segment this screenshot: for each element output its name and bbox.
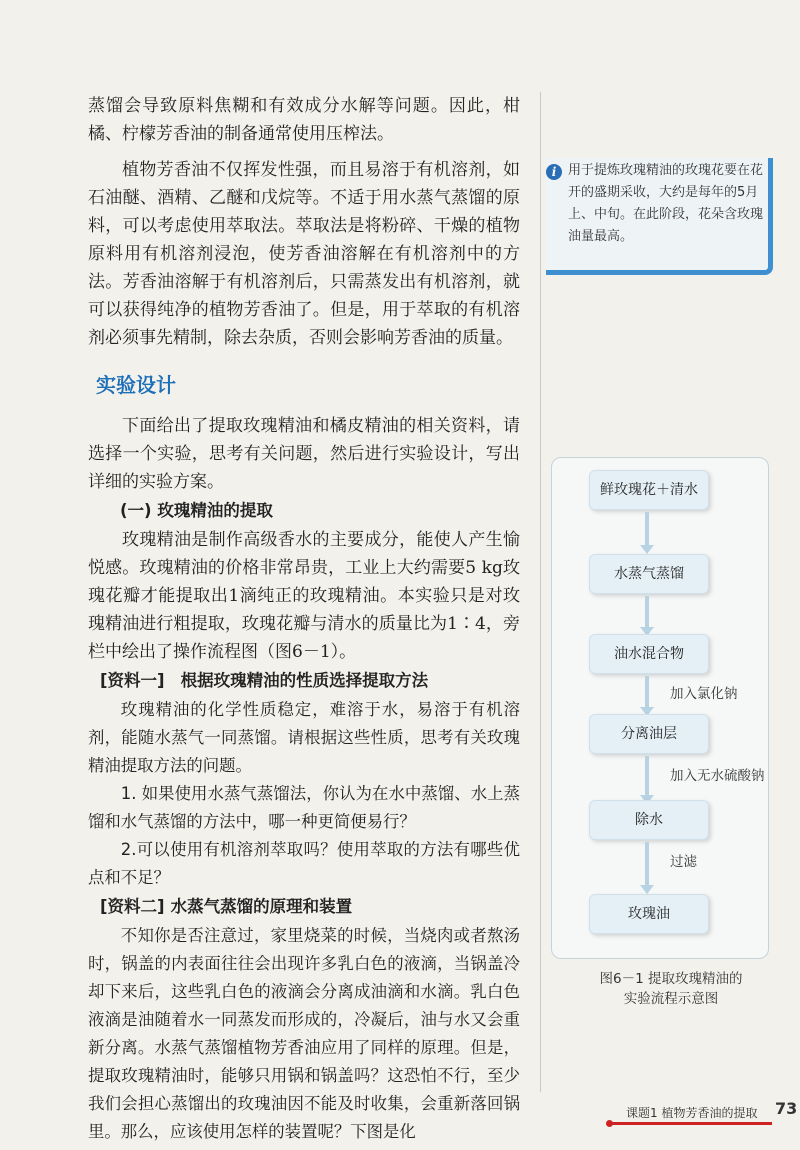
figure-caption-line-1: 图6－1 提取玫瑰精油的 — [599, 971, 743, 987]
column-divider — [540, 92, 541, 1092]
reference-2-tag: [资料二] — [100, 897, 165, 916]
reference-2-heading — [100, 892, 520, 922]
experiment-design-paragraph: 下面给出了提取玫瑰精油和橘皮精油的相关资料，请选择一个实验，思考有关问题，然后进行实验设计，写出详细的实验方案。 — [88, 416, 520, 492]
rose-oil-paragraph: 玫瑰精油是制作高级香水的主要成分，能使人产生愉悦感。玫瑰精油的价格非常昂贵，工业上大约需要5 kg玫瑰花瓣才能提取出1滴纯正的玫瑰精油。本实验只是对玫瑰精油进行粗提取，玫瑰花瓣与清水的质量比为1∶4，旁栏中绘出了操作流程图（图6－1）。 — [88, 530, 520, 662]
flow-step: 除水 — [589, 800, 709, 840]
flow-arrow-icon — [640, 842, 654, 894]
section-title: 实验设计 — [96, 373, 176, 397]
flow-label: 加入氯化钠 — [670, 686, 738, 702]
flow-step: 鲜玫瑰花＋清水 — [589, 470, 709, 510]
flow-step: 分离油层 — [589, 714, 709, 754]
reference-1-paragraph: 玫瑰精油的化学性质稳定，难溶于水，易溶于有机溶剂，能随水蒸气一同蒸馏。请根据这些性质，思考有关玫瑰精油提取方法的问题。 — [88, 700, 520, 775]
page-number: 73 — [775, 1099, 798, 1118]
figure-caption — [571, 969, 771, 1009]
organic-solvent-paragraph: 植物芳香油不仅挥发性强，而且易溶于有机溶剂，如石油醚、酒精、乙醚和戊烷等。不适于用水蒸气蒸馏的原料，可以考虑使用萃取法。萃取法是将粉碎、干燥的植物原料用有机溶剂浸泡，使芳香油溶解在有机溶剂中的方法。芳香油溶解于有机溶剂后，只需蒸发出有机溶剂，就可以获得纯净的植物芳香油了。但是，用于萃取的有机溶剂必须事先精制，除去杂质，否则会影响芳香油的质量。 — [88, 160, 520, 348]
figure-caption-line-2: 实验流程示意图 — [623, 991, 719, 1007]
intro-continued-paragraph: 蒸馏会导致原料焦糊和有效成分水解等问题。因此，柑橘、柠檬芳香油的制备通常使用压榨法。 — [88, 96, 520, 144]
info-icon: i — [546, 164, 562, 180]
main-column — [88, 92, 520, 1146]
flow-label: 加入无水硫酸钠 — [670, 768, 765, 784]
question-1: 1. 如果使用水蒸气蒸馏法，你认为在水中蒸馏、水上蒸馏和水气蒸馏的方法中，哪一种更简便易行？ — [88, 784, 520, 831]
reference-2-paragraph: 不知你是否注意过，家里烧菜的时候，当烧肉或者熬汤时，锅盖的内表面往往会出现许多乳白色的液滴，当锅盖冷却下来后，这些乳白色的液滴会分离成油滴和水滴。乳白色液滴是油随着水一同蒸发而形成的，冷凝后，油与水又会重新分离。水蒸气蒸馏植物芳香油应用了同样的原理。但是，提取玫瑰精油时，能够只用锅和锅盖吗？这恐怕不行，至少我们会担心蒸馏出的玫瑰油因不能及时收集，会重新落回锅里。那么，应该使用怎样的装置呢？下图是化 — [88, 926, 520, 1141]
reference-2-title: 水蒸气蒸馏的原理和装置 — [170, 897, 353, 916]
footer-rule — [612, 1122, 772, 1125]
flow-step: 水蒸气蒸馏 — [589, 554, 709, 594]
flow-arrow-icon — [640, 676, 654, 716]
question-2: 2.可以使用有机溶剂萃取吗？使用萃取的方法有哪些优点和不足？ — [88, 840, 520, 887]
subsection-title: (一) 玫瑰精油的提取 — [120, 501, 273, 520]
flow-arrow-icon — [640, 596, 654, 636]
sidebar-note-text: 用于提炼玫瑰精油的玫瑰花要在花开的盛期采收，大约是每年的5月上、中旬。在此阶段，花朵含玫瑰油量最高。 — [568, 163, 764, 244]
reference-1-tag: [资料一] — [100, 671, 165, 690]
reference-1-title: 根据玫瑰精油的性质选择提取方法 — [180, 671, 429, 690]
footer-chapter: 课题1 植物芳香油的提取 — [626, 1106, 758, 1120]
flow-step: 玫瑰油 — [589, 894, 709, 934]
flow-arrow-icon — [640, 756, 654, 804]
flow-label: 过滤 — [670, 854, 697, 870]
flow-step: 油水混合物 — [589, 634, 709, 674]
flowchart — [551, 457, 769, 959]
reference-1-heading — [100, 666, 520, 696]
flow-arrow-icon — [640, 512, 654, 554]
sidebar-note — [546, 158, 773, 275]
